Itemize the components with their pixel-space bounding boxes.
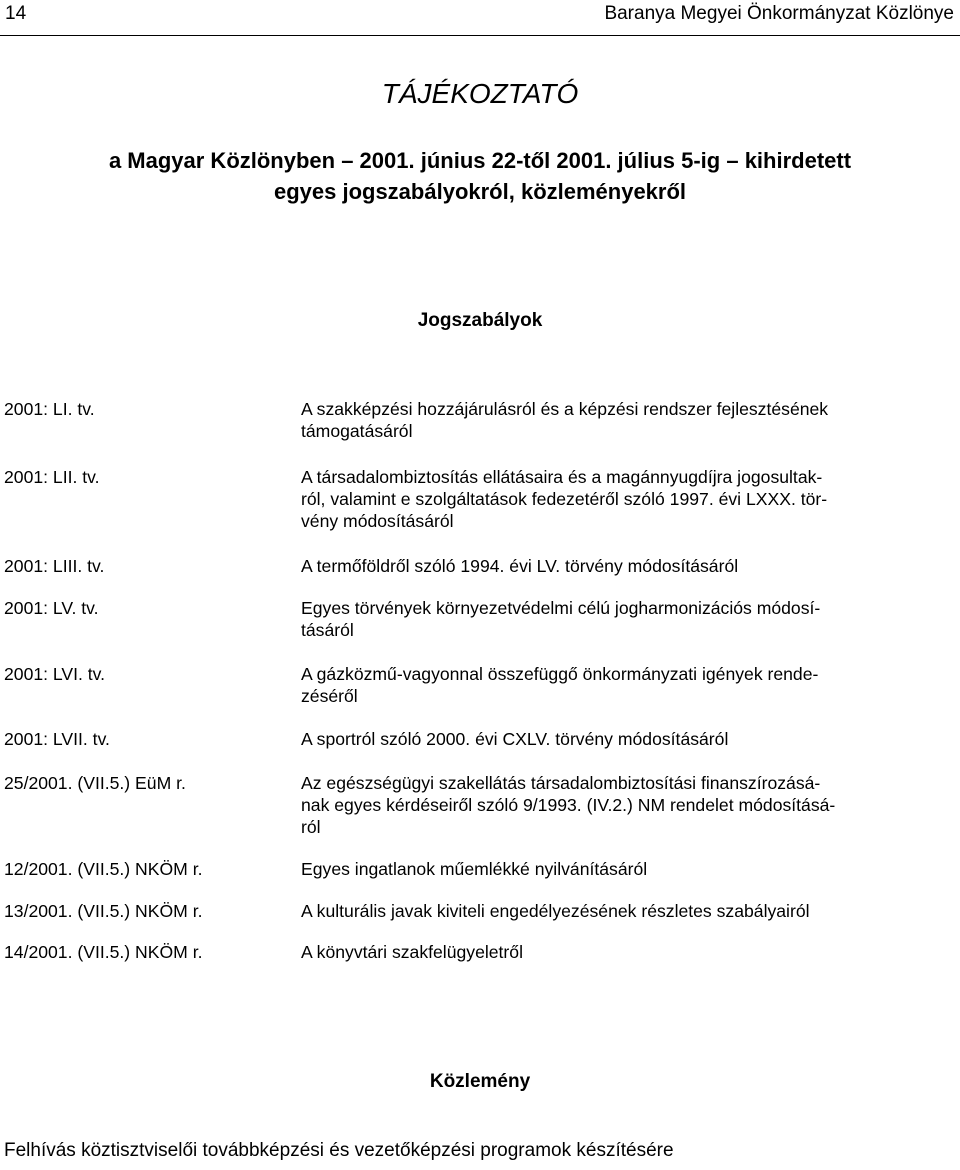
- section-title: Jogszabályok: [417, 310, 543, 331]
- entry-line: A szakképzési hozzájárulásról és a képzési rendszer fejlesztésének: [301, 399, 829, 419]
- entry-reference: 14/2001. (VII.5.) NKÖM r.: [4, 942, 203, 962]
- entry-description: [301, 941, 943, 963]
- entry-line: A gázközmű-vagyonnal összefüggő önkormányzati igények rende-: [301, 664, 819, 684]
- page-number: 14: [5, 3, 27, 24]
- entry-reference: 2001: LV. tv.: [4, 598, 99, 618]
- journal-title: Baranya Megyei Önkormányzat Közlönye: [604, 3, 954, 24]
- entry-line: ról, valamint e szolgáltatások fedezetéről szóló 1997. évi LXXX. tör-: [301, 489, 828, 509]
- entry-line: Egyes ingatlanok műemlékké nyilvánításáról: [301, 859, 648, 879]
- entry-description: [301, 772, 943, 838]
- entry-line: A sportról szóló 2000. évi CXLV. törvény módosításáról: [301, 729, 729, 749]
- notice-title: Közlemény: [429, 1071, 531, 1092]
- entry-description: [301, 466, 943, 532]
- entry-line: A kulturális javak kiviteli engedélyezésének részletes szabályairól: [301, 901, 810, 921]
- entry-line: A termőföldről szóló 1994. évi LV. törvény módosításáról: [301, 556, 739, 576]
- document-title: TÁJÉKOZTATÓ: [381, 78, 579, 109]
- page-header: [0, 0, 960, 37]
- entry-reference: 2001: LIII. tv.: [4, 556, 105, 576]
- entry-description: [301, 728, 943, 750]
- entry-description: [301, 900, 943, 922]
- entry-line: Az egészségügyi szakellátás társadalombiztosítási finanszírozásá-: [301, 773, 821, 793]
- entry-reference: 2001: LVII. tv.: [4, 729, 110, 749]
- entry-description: [301, 555, 943, 577]
- entry-line: Egyes törvények környezetvédelmi célú jogharmonizációs módosí-: [301, 598, 821, 618]
- subtitle-line-1: a Magyar Közlönyben – 2001. június 22-től 2001. július 5-ig – kihirdetett: [108, 148, 852, 173]
- entry-reference: 2001: LII. tv.: [4, 467, 100, 487]
- entry-description: [301, 858, 943, 880]
- entry-line: A társadalombiztosítás ellátásaira és a magánnyugdíjra jogosultak-: [301, 467, 823, 487]
- entry-line: zéséről: [301, 686, 358, 706]
- entry-line: A könyvtári szakfelügyeletről: [301, 942, 523, 962]
- entry-line: tásáról: [301, 620, 354, 640]
- document-subtitle: [0, 145, 960, 207]
- notice-text: Felhívás köztisztviselői továbbképzési és vezetőképzési programok készítésére: [4, 1140, 674, 1161]
- entry-reference: 13/2001. (VII.5.) NKÖM r.: [4, 901, 203, 921]
- entry-line: vény módosításáról: [301, 511, 454, 531]
- subtitle-line-2: egyes jogszabályokról, közleményekről: [273, 179, 687, 204]
- entry-line: támogatásáról: [301, 421, 413, 441]
- entry-reference: 2001: LI. tv.: [4, 399, 95, 419]
- header-rule: [0, 35, 960, 36]
- entry-line: ról: [301, 817, 321, 837]
- entry-line: nak egyes kérdéseiről szóló 9/1993. (IV.2.) NM rendelet módosításá-: [301, 795, 836, 815]
- entry-description: [301, 597, 943, 641]
- entry-description: [301, 663, 943, 707]
- entry-reference: 25/2001. (VII.5.) EüM r.: [4, 773, 186, 793]
- entry-reference: 12/2001. (VII.5.) NKÖM r.: [4, 859, 203, 879]
- entry-description: [301, 398, 943, 442]
- entry-reference: 2001: LVI. tv.: [4, 664, 106, 684]
